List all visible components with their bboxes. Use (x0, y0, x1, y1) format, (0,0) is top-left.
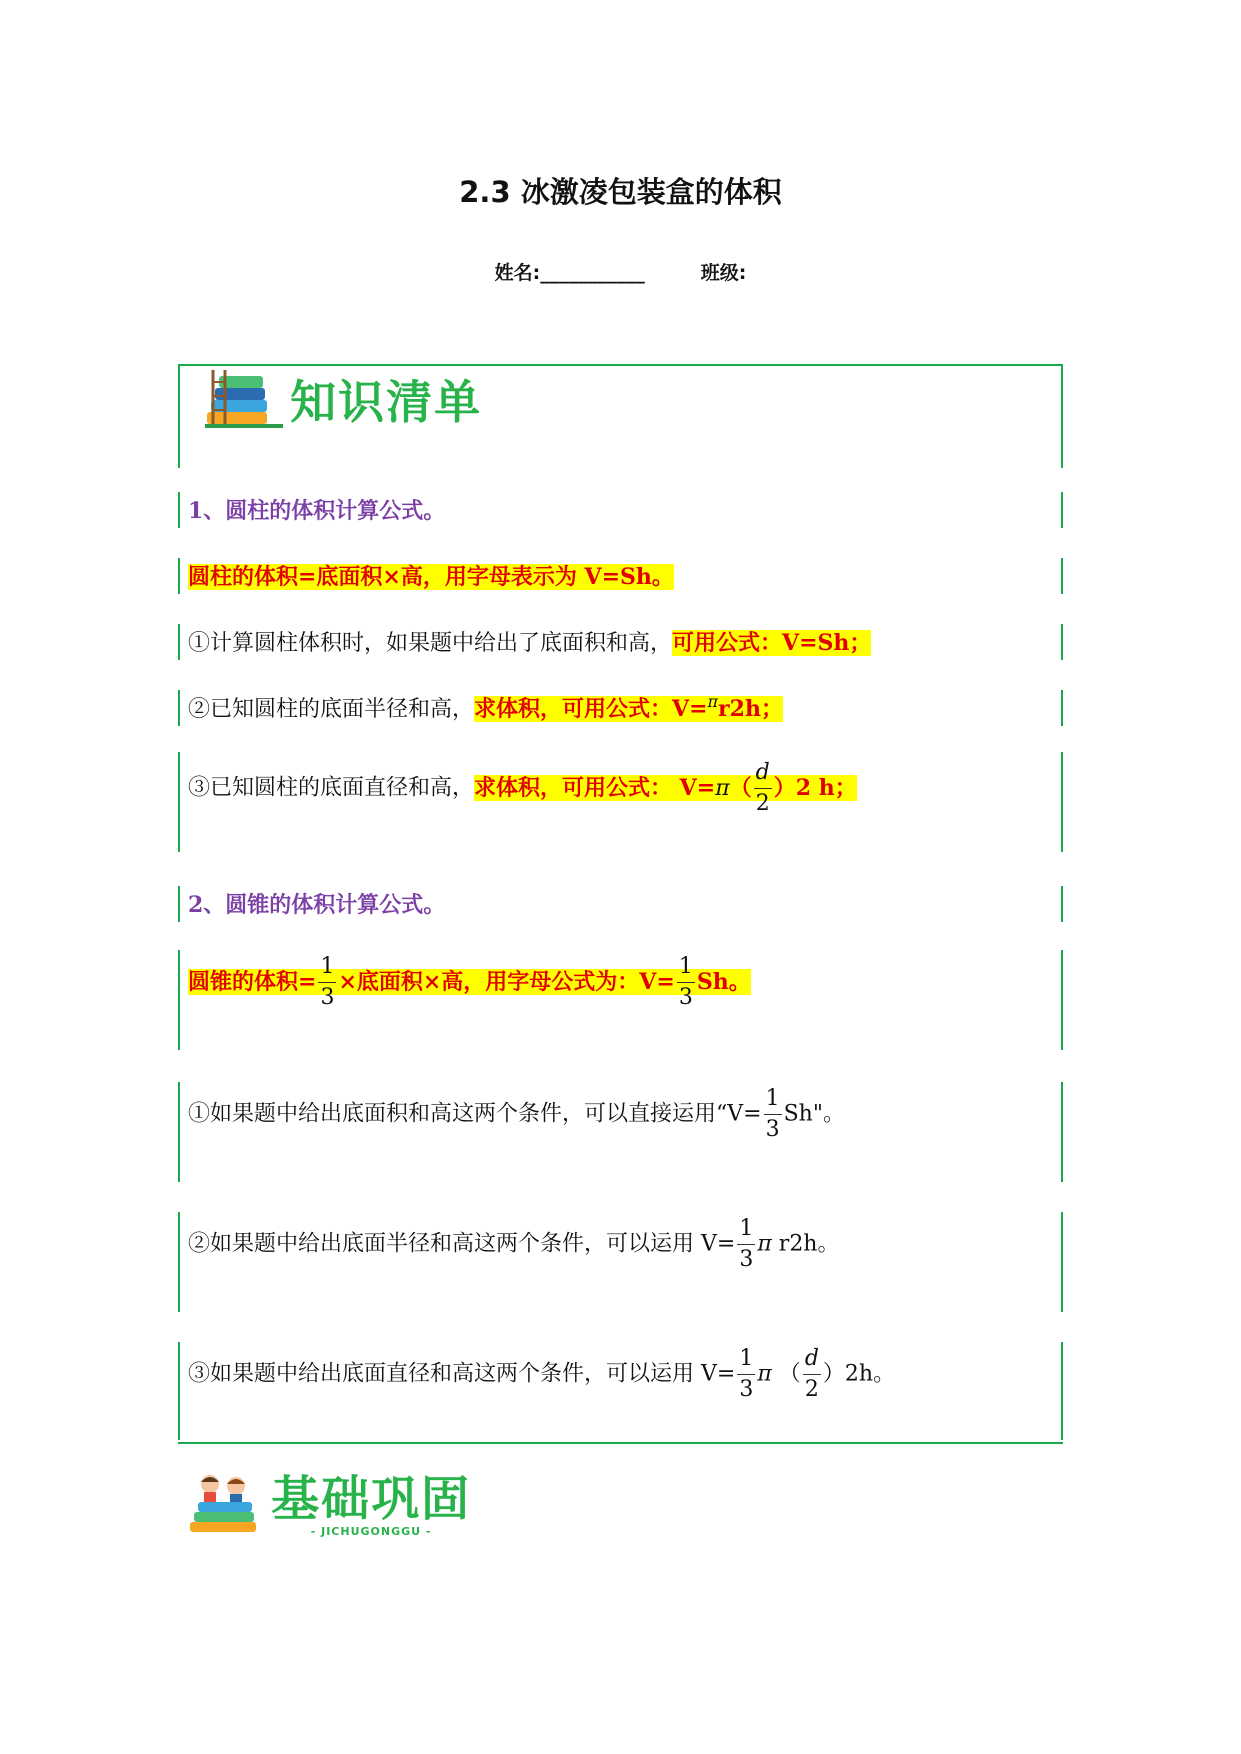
cone-item-1: ①如果题中给出底面积和高这两个条件，可以直接运用“V= $\frac{1}{3}$ Sh"。 (188, 1084, 845, 1145)
cone-item-2: ②如果题中给出底面半径和高这两个条件，可以运用 V= $\frac{1}{3}$ π r2h。 (188, 1214, 839, 1275)
name-label: 姓名: (494, 262, 541, 284)
cylinder-formula-main: 圆柱的体积=底面积×高，用字母表示为 V=Sh。 (188, 564, 674, 590)
fraction: $\frac{1}{3}$ (739, 1346, 754, 1402)
knowledge-list-logo (205, 366, 482, 432)
student-info (0, 258, 1241, 285)
cylinder-item-2: ②已知圆柱的底面半径和高，求体积，可用公式：V=$^\pi$r2h； (188, 692, 783, 722)
basic-consolidation-title: 基础巩固 (271, 1470, 472, 1527)
basic-consolidation-logo (186, 1470, 471, 1540)
cylinder-item-1: ①计算圆柱体积时，如果题中给出了底面积和高，可用公式：V=Sh； (188, 630, 872, 656)
heading-cone: 2、圆锥的体积计算公式。 (188, 892, 446, 918)
fraction: $\frac{d}{2}$ (755, 760, 770, 816)
cylinder-item-3: ③已知圆柱的底面直径和高，求体积，可用公式： V=π（ $\frac{d}{2}$ ）2 h； (188, 758, 857, 819)
class-label: 班级: (700, 262, 747, 284)
fraction: $\frac{d}{2}$ (804, 1346, 819, 1402)
fraction: $\frac{1}{3}$ (765, 1086, 780, 1142)
cone-item-3: ③如果题中给出底面直径和高这两个条件，可以运用 V= $\frac{1}{3}$ π （ $\frac{d}{2}$ ）2h。 (188, 1344, 895, 1405)
heading-cylinder: 1、圆柱的体积计算公式。 (188, 498, 446, 524)
knowledge-list-title: 知识清单 (290, 375, 483, 429)
kids-reading-icon (186, 1470, 266, 1540)
fraction: $\frac{1}{3}$ (678, 954, 693, 1010)
cone-formula-main: 圆锥的体积= $\frac{1}{3}$ ×底面积×高，用字母公式为：V= $\frac{1}{3}$ Sh。 (188, 952, 751, 1013)
books-ladder-icon (205, 368, 285, 430)
basic-consolidation-subtitle: - JICHUGONGGU - (310, 1524, 432, 1538)
page-title: 2.3 冰激凌包装盒的体积 (459, 175, 782, 209)
fraction: $\frac{1}{3}$ (320, 954, 335, 1010)
name-blank: ___________ (540, 262, 645, 284)
fraction: $\frac{1}{3}$ (739, 1216, 754, 1272)
